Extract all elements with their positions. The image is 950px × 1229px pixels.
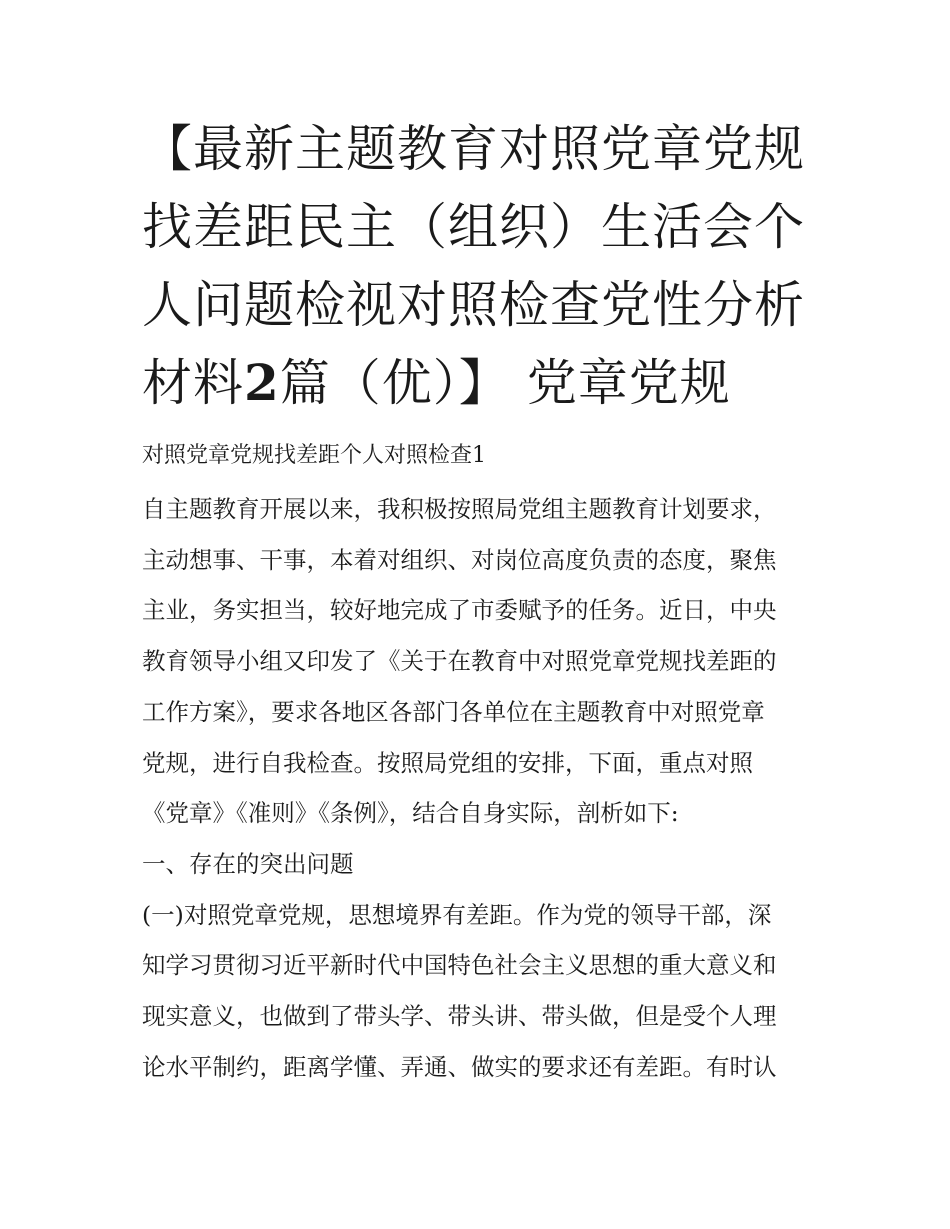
body-line: 论水平制约，距离学懂、弄通、做实的要求还有差距。有时认 [142, 1052, 777, 1081]
section-heading: 一、存在的突出问题 [142, 849, 354, 878]
body-line: 《党章》《准则》《条例》，结合自身实际，剖析如下: [142, 799, 679, 828]
body-line: 教育领导小组又印发了《关于在教育中对照党章党规找差距的 [142, 647, 777, 676]
body-line: 主动想事、干事，本着对组织、对岗位高度负责的态度，聚焦 [142, 545, 777, 574]
body-line: 主业，务实担当，较好地完成了市委赋予的任务。近日，中央 [142, 596, 777, 625]
body-line: 自主题教育开展以来，我积极按照局党组主题教育计划要求， [142, 495, 777, 523]
document-title [142, 110, 822, 422]
body-line: 党规，进行自我检查。按照局党组的安排，下面，重点对照 [142, 748, 753, 777]
title-line-4-pre: 材料 [142, 354, 244, 412]
body-line: (一)对照党章党规，思想境界有差距。作为党的领导干部，深 [142, 900, 772, 929]
body-line: 工作方案》，要求各地区各部门各单位在主题教育中对照党章 [142, 697, 765, 726]
body-line: 知学习贯彻习近平新时代中国特色社会主义思想的重大意义和 [142, 951, 777, 980]
title-line-4-post: 篇（优）】 党章党规 [279, 354, 731, 412]
body-line: 现实意义，也做到了带头学、带头讲、带头做，但是受个人理 [142, 1002, 777, 1031]
title-line-2: 找差距民主（组织）生活会个 [142, 198, 805, 256]
title-line-3: 人问题检视对照检查党性分析 [142, 276, 805, 334]
document-body [142, 484, 822, 1092]
title-line-1: 【最新主题教育对照党章党规 [142, 120, 805, 178]
title-line-4-number: 2 [244, 353, 280, 412]
document-subtitle: 对照党章党规找差距个人对照检查1 [142, 443, 486, 468]
title-line-4 [142, 344, 822, 422]
